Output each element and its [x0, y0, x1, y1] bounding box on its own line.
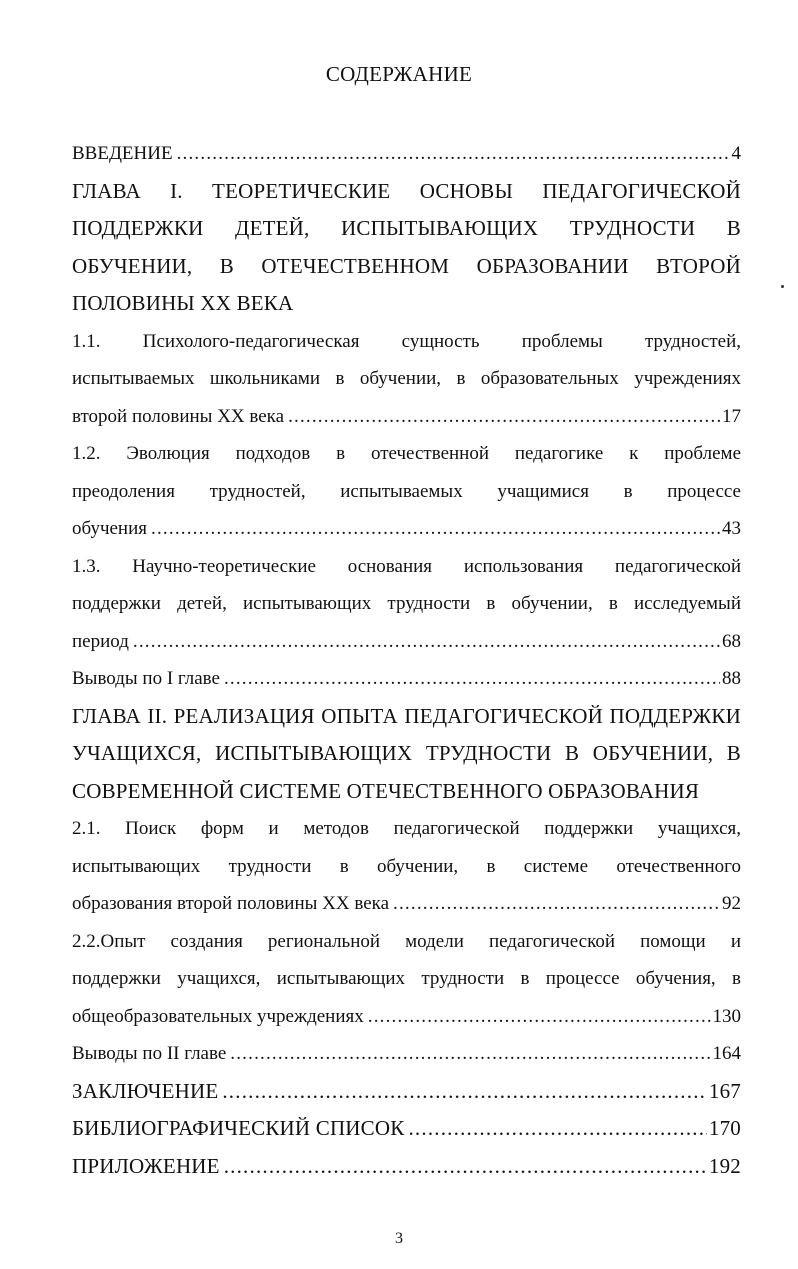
toc-entry-bibliography[interactable] [72, 1110, 741, 1148]
toc-page-number: 4 [731, 143, 741, 164]
toc-page-number: 167 [708, 1078, 741, 1103]
page-title: СОДЕРЖАНИЕ [325, 62, 473, 86]
toc-entry-section-1-1[interactable] [72, 323, 741, 436]
dot-leader [151, 510, 720, 548]
toc-entry-line: испытываемых школьниками в обучении, в образовательных учреждениях [72, 368, 741, 389]
toc-entry-introduction[interactable] [72, 135, 741, 173]
page-number: 3 [395, 1230, 403, 1247]
toc-entry-line: период [72, 630, 129, 652]
toc-entry-line: ОБУЧЕНИИ, В ОТЕЧЕСТВЕННОМ ОБРАЗОВАНИИ ВТОРОЙ [72, 253, 741, 278]
toc-entry-conclusion[interactable] [72, 1073, 741, 1111]
toc-page-number: 68 [722, 630, 741, 652]
toc-entry-title: Выводы по I главе [72, 668, 220, 689]
toc-entry-conclusions-chapter-2[interactable] [72, 1035, 741, 1073]
dot-leader [133, 623, 720, 661]
toc-entry-section-2-1[interactable] [72, 810, 741, 923]
dot-leader [408, 1110, 706, 1148]
toc-entry-line: поддержки учащихся, испытывающих трудности в процессе обучения, в [72, 968, 741, 989]
toc-page-number: 130 [712, 1005, 741, 1027]
toc-entry-line: преодоления трудностей, испытываемых учащимися в процессе [72, 480, 741, 502]
toc-entry-line: ГЛАВА II. РЕАЛИЗАЦИЯ ОПЫТА ПЕДАГОГИЧЕСКОЙ ПОДДЕРЖКИ [72, 703, 741, 728]
dot-leader [368, 998, 711, 1036]
scan-speck [781, 285, 784, 288]
toc-entry-title: ЗАКЛЮЧЕНИЕ [72, 1078, 219, 1103]
toc-entry-chapter-2[interactable] [72, 698, 741, 811]
toc-entry-line: УЧАЩИХСЯ, ИСПЫТЫВАЮЩИХ ТРУДНОСТИ В ОБУЧЕНИИ, В [72, 741, 741, 765]
toc-entry-line: образования второй половины XX века [72, 893, 390, 914]
toc-entry-title: ПРИЛОЖЕНИЕ [72, 1153, 220, 1178]
toc-entry-section-1-2[interactable] [72, 435, 741, 548]
toc-entry-chapter-1[interactable] [72, 173, 741, 323]
toc-entry-appendix[interactable] [72, 1148, 741, 1186]
toc-entry-line: СОВРЕМЕННОЙ СИСТЕМЕ ОТЕЧЕСТВЕННОГО ОБРАЗОВАНИЯ [72, 778, 700, 803]
dot-leader [224, 1148, 707, 1186]
toc-entry-title: БИБЛИОГРАФИЧЕСКИЙ СПИСОК [72, 1116, 405, 1140]
table-of-contents [72, 135, 741, 1185]
dot-leader [222, 1073, 707, 1111]
dot-leader [288, 398, 720, 436]
toc-entry-line: общеобразовательных учреждениях [72, 1005, 364, 1027]
toc-entry-line: поддержки детей, испытывающих трудности в обучении, в исследуемый [72, 593, 741, 614]
toc-entry-line: 2.1. Поиск форм и методов педагогической поддержки учащихся, [72, 818, 741, 839]
toc-page-number: 192 [708, 1153, 741, 1178]
toc-entry-section-1-3[interactable] [72, 548, 741, 661]
toc-entry-line: ПОЛОВИНЫ XX ВЕКА [72, 291, 294, 315]
toc-entry-line: ПОДДЕРЖКИ ДЕТЕЙ, ИСПЫТЫВАЮЩИХ ТРУДНОСТИ В [72, 216, 741, 240]
dot-leader [224, 660, 720, 698]
dot-leader [230, 1035, 710, 1073]
toc-page-number: 88 [722, 668, 741, 689]
toc-entry-conclusions-chapter-1[interactable] [72, 660, 741, 698]
toc-page-number: 92 [722, 893, 741, 914]
toc-entry-line: 1.2. Эволюция подходов в отечественной педагогике к проблеме [72, 443, 741, 464]
toc-page-number: 43 [722, 518, 741, 539]
toc-page-number: 17 [722, 405, 741, 427]
toc-page-number: 170 [708, 1116, 741, 1140]
dot-leader [393, 885, 720, 923]
toc-page-number: 164 [712, 1043, 741, 1064]
toc-entry-line: испытывающих трудности в обучении, в системе отечественного [72, 855, 741, 877]
toc-entry-title: ВВЕДЕНИЕ [72, 143, 173, 164]
toc-entry-line: обучения [72, 518, 148, 539]
toc-entry-line: 1.3. Научно-теоретические основания использования педагогической [72, 555, 741, 577]
toc-entry-line: 2.2.Опыт создания региональной модели педагогической помощи и [72, 930, 741, 952]
toc-entry-line: второй половины XX века [72, 405, 285, 427]
toc-entry-title: Выводы по II главе [72, 1043, 227, 1064]
toc-entry-line: 1.1. Психолого-педагогическая сущность проблемы трудностей, [72, 330, 741, 352]
toc-entry-line: ГЛАВА I. ТЕОРЕТИЧЕСКИЕ ОСНОВЫ ПЕДАГОГИЧЕСКОЙ [72, 178, 741, 203]
dot-leader [177, 135, 730, 173]
toc-entry-section-2-2[interactable] [72, 923, 741, 1036]
